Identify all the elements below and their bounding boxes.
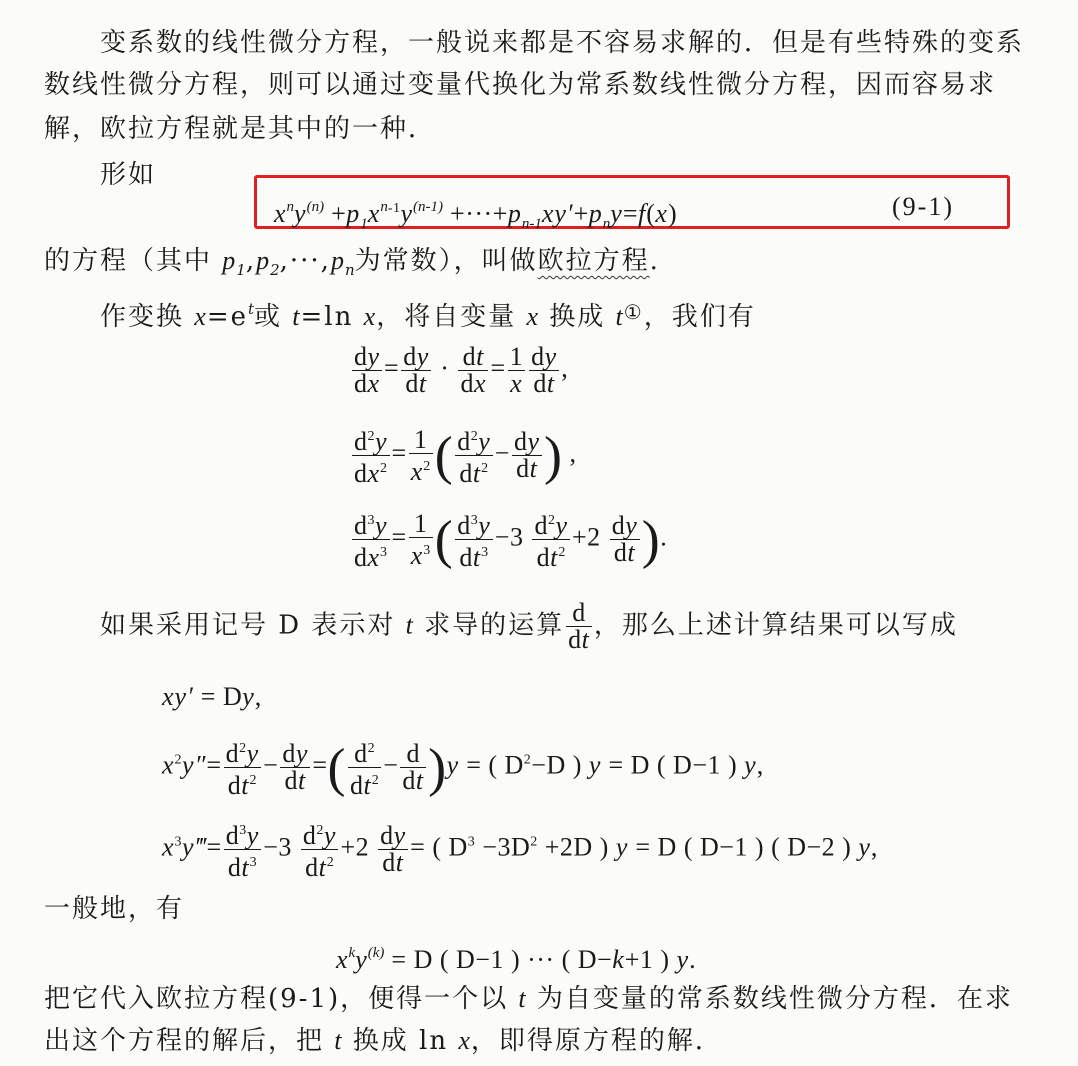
para1-line3: 解，欧拉方程就是其中的一种． <box>44 114 437 144</box>
euler-equation: $x^ny^{(n)} +p_1x^{n-1}y^{(n-1)} +\cdot\cdot\cdot+p_{n-1}xy'+p_ny=f(x)$ <box>274 199 678 232</box>
footnote-marker: ① <box>623 300 644 324</box>
final-para-line1: 把它代入欧拉方程(9-1)，便得一个以 t 为自变量的常系数线性微分方程．在求 <box>44 984 1013 1014</box>
operator-eq3: $x^3y‴=$ $\frac{d^3y}{dt^3}$ −3 $\frac{d^2y}{dt^2}$ +2 $\frac{dy}{dt}$ = ( $D^3 -3D^2 +2D$ ) y = D ( D−1 ) ( D−2 ) y, <box>162 818 878 881</box>
xingru-label: 形如 <box>100 160 157 190</box>
notation-line: 如果采用记号 D 表示对 t 求导的运算 $\frac{d}{dt}$ ，那么上述计算结果可以写成 <box>100 598 958 654</box>
general-operator-formula: $x^ky^{(k)} = D$ ( D−1 ) ··· ( D−k+1 ) y. <box>336 945 697 974</box>
second-derivative-formula: $\frac{d^2y}{dx^2}$ = $\frac{1}{x^2}$ ( $\frac{d^2y}{dt^2}$ − $\frac{dy}{dt}$ ) , <box>354 424 577 488</box>
generally-label: 一般地，有 <box>44 894 185 924</box>
operator-eq1: xy′ = Dy, <box>162 682 262 711</box>
para1-line2: 数线性微分方程，则可以通过变量代换化为常系数线性微分方程，因而容易求 <box>44 70 997 100</box>
operator-eq2: $x^2y''=$ $\frac{d^2y}{dt^2}$ − $\frac{dy}{dt}$ =( $\frac{d^2}{dt^2}$ − $\frac{d}{dt}$ )y = ( $D^2-D$ ) y = D ( D−1 ) y, <box>162 737 764 800</box>
para1-line1: 变系数的线性微分方程，一般说来都是不容易求解的．但是有些特殊的变系 <box>100 28 1025 58</box>
substitution-line: 作变换 $x=e^t$或 t=ln x，将自变量 x 换成 t①，我们有 <box>100 300 756 332</box>
equation-number: (9-1) <box>892 192 954 221</box>
first-derivative-formula: $\frac{dy}{dx}$ = $\frac{dy}{dt}$ · $\frac{dt}{dx}$ = $\frac{1}{x}$ $\frac{dy}{dt}$ , <box>354 342 569 398</box>
de-fangcheng-line: 的方程（其中 $p_1,p_2,\cdot\cdot\cdot,p_n$为常数），叫做欧拉方程. <box>44 246 660 279</box>
euler-equation-term: 欧拉方程 <box>537 246 650 276</box>
third-derivative-formula: $\frac{d^3y}{dx^3}$ = $\frac{1}{x^3}$ ( $\frac{d^3y}{dt^3}$ −3 $\frac{d^2y}{dt^2}$ +2 $\frac{dy}{dt}$ ). <box>354 508 668 572</box>
final-para-line2: 出这个方程的解后，把 t 换成 ln x，即得原方程的解． <box>44 1026 723 1056</box>
